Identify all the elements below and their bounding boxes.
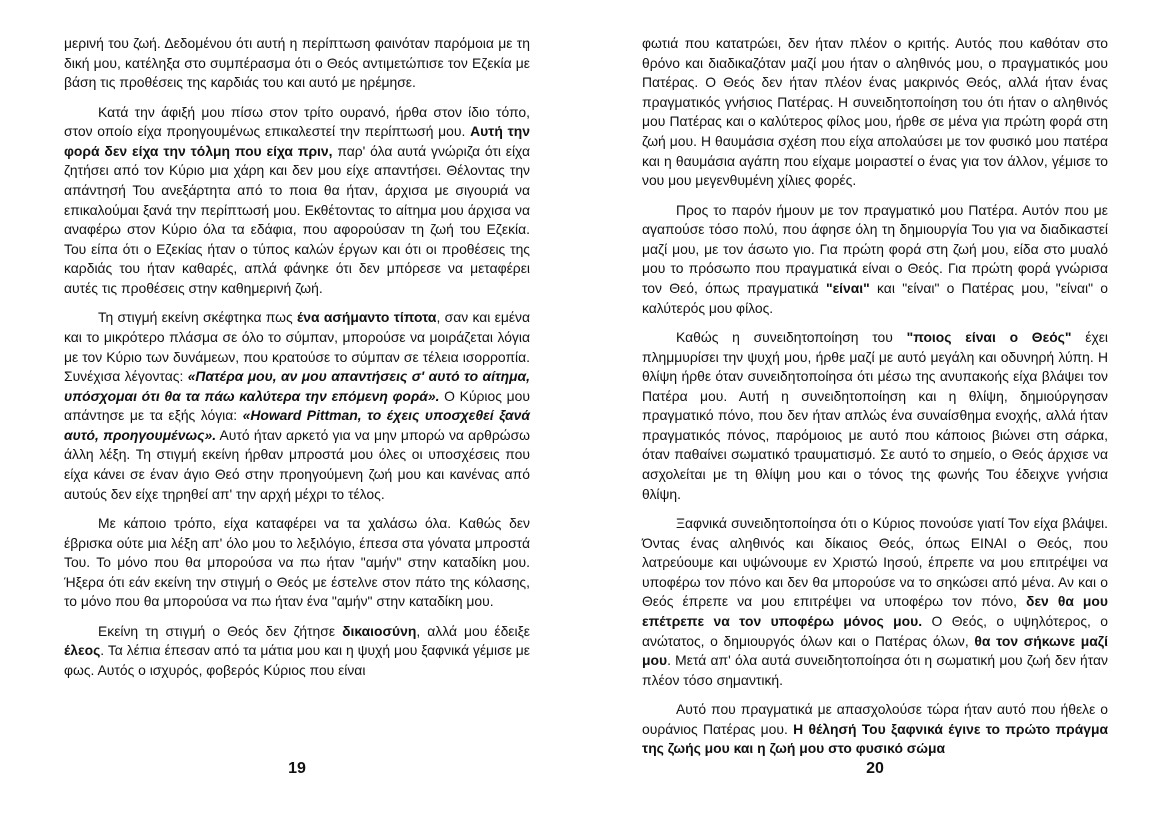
text-run: φωτιά που κατατρώει, δεν ήταν πλέον ο κριτής. Αυτός που καθόταν στο θρόνο και διαδικαζόταν μαζί μου ήταν ο αληθινός μου, ο πραγματικός μου Πατέρας. Ο Θεός δεν ήταν πλέον ένας μακρινός Θεός, αλλά ήταν ένας πραγματικός γνήσιος Πατέρας. Η συνειδητοποίηση του ότι ήταν ο αληθινός μου Πατέρας και ο καλύτερος φίλος μου, ήρθε σε μένα για πρώτη φορά στη ζωή μου. Η θαυμάσια σχέση που είχα απολαύσει με τον φυσικό μου πατέρα και η θαυμάσια αγάπη που είχαμε μοιραστεί ο ένας για τον άλλον, γέμισε το νου μου μεγενθυμένη χίλιες φορές.: [642, 35, 1108, 189]
paragraph: [64, 308, 530, 504]
text-run: . Μετά απ' όλα αυτά συνειδητοποίησα ότι η σωματική μου ζωή δεν ήταν πλέον τόσο σημαντική.: [642, 652, 1108, 688]
text-run: παρ' όλα αυτά γνώριζα ότι είχα ζητήσει από τον Κύριο μια χάρη και δεν μου είχε απαντήσει. Θέλοντας την απάντησή Του ανεξάρτητα από το ποια θα ήταν, άρχισα με σιγουριά να επικαλούμαι ξανά την περίπτωσή μου. Εκθέτοντας το αίτημα μου άρχισα να αναφέρω στον Κύριο όλα τα εδάφια, που αφορούσαν τη ζωή του Εζεκία. Του είπα ότι ο Εζεκίας ήταν ο τύπος καλών έργων και ότι οι προθέσεις της καρδιάς του ήταν καθαρές, απλά φάνηκε ότι δεν μπόρεσε να μεταφέρει αυτές τις προθέσεις στην καθημερινή ζωή.: [64, 142, 531, 296]
bold-text: "είναι": [826, 279, 870, 296]
bold-text: έλεος: [64, 642, 101, 659]
text-run: έχει πλημμυρίσει την ψυχή μου, ήρθε μαζί με αυτό μεγάλη και οδυνηρή λύπη. Η θλίψη ήρθε όταν συνειδητοποίησα ότι μέσω της ανυπακοής είχα βλάψει τον Πατέρα μου. Αυτή η συνειδητοποίηση και η θλίψη, δημιούργησαν πραγματικό πόνο, που δεν ήταν απλώς ένα συναίσθημα ενοχής, αλλά ήταν πραγματικός πόνος, παρόμοιος με αυτό που κάποιος βιώνει στη σάρκα, όταν παθαίνει σωματικό τραυματισμό. Σε αυτό το σημείο, ο Θεός άρχισε να ασχολείται με τη θλίψη μου και ο τόνος της φωνής Του έδειχνε γνήσια θλίψη.: [642, 328, 1109, 502]
bold-text: Η θέλησή Του ξαφνικά έγινε το πρώτο πράγμα της ζωής μου και η ζωή μου στο φυσικό σώμα: [642, 720, 1108, 757]
bold-italic-quote: «Howard Pittman, το έχεις υποσχεθεί ξανά αυτό, προηγουμένως».: [64, 407, 530, 443]
text-run: Αυτό που πραγματικά με απασχολούσε τώρα ήταν αυτό που ήθελε ο ουράνιος Πατέρας μου.: [642, 701, 1108, 737]
text-run: Εκείνη τη στιγμή ο Θεός δεν ζήτησε: [98, 622, 343, 639]
paragraph: [64, 514, 530, 612]
text-run: , αλλά μου έδειξε: [416, 622, 530, 639]
text-run: Ξαφνικά συνειδητοποίησα ότι ο Κύριος πονούσε γιατί Τον είχα βλάψει. Όντας ένας αληθινός και δίκαιος Θεός, όπως ΕΙΝΑΙ ο Θεός, που λατρεύουμε και υψώνουμε εν Χριστώ Ιησού, έπρεπε να μου επιτρέψει να υποφέρω τον πόνο και δεν θα μπορούσε να το σηκώσει από μένα. Αν και ο Θεός έπρεπε να μου επιτρέψει να υποφέρω τον πόνο,: [642, 515, 1108, 610]
text-run: Τη στιγμή εκείνη σκέφτηκα πως: [98, 309, 298, 326]
bold-text: ένα ασήμαντο τίποτα: [297, 309, 437, 326]
paragraph: [642, 514, 1108, 690]
text-run: Αυτό ήταν αρκετό για να μην μπορώ να αρθρώσω άλλη λέξη. Τη στιγμή εκείνη ήρθαν μπροστά μου όλες οι υποσχέσεις που είχα κάνει σε έναν άγιο Θεό στην προηγούμενη ζωή μου και κανένας από αυτούς δεν είχε τηρηθεί απ' την αρχή μέχρι το τέλος.: [64, 426, 530, 502]
text-run: και "είναι" ο Πατέρας μου, "είναι" ο καλύτερός μου φίλος.: [642, 279, 1108, 316]
bold-text: δεν θα μου επέτρεπε να τον υποφέρω μόνος μου.: [642, 593, 1109, 630]
text-run: Με κάποιο τρόπο, είχα καταφέρει να τα χαλάσω όλα. Καθώς δεν έβρισκα ούτε μια λέξη απ' όλο μου το λεξιλόγιο, έπεσα στα γόνατα μπροστά Του. Το μόνο που θα μπορούσα να πω ήταν "αμήν" στην καταδίκη μου. Ήξερα ότι εάν εκείνη την στιγμή ο Θεός με έστελνε στον πάτο της κόλασης, το μόνο που θα μπορούσα να πω ήταν ένα "αμήν" στην καταδίκη μου.: [64, 515, 530, 610]
right-page: [642, 34, 1108, 769]
page-number: 20: [866, 760, 884, 777]
paragraph: [642, 201, 1108, 319]
text-run: μερινή του ζωή. Δεδομένου ότι αυτή η περίπτωση φαινόταν παρόμοια με τη δική μου, κατέληξα στο συμπέρασμα ότι ο Θεός αντιμετώπισε τον Εζεκία με βάση τις προθέσεις της καρδιάς του και αυτό με ηρέμησε.: [64, 35, 530, 91]
paragraph: [642, 34, 1108, 191]
text-run: Προς το παρόν ήμουν με τον πραγματικό μου Πατέρα. Αυτόν που με αγαπούσε τόσο πολύ, που άφησε όλη τη δημιουργία Του για να διαδικαστεί μαζί μου, με τον άσωτο γιο. Για πρώτη φορά στη ζωή μου, είδα στο μυαλό μου το πρόσωπο που πραγματικά είναι ο Θεός. Για πρώτη φορά γνώρισα τον Θεό, όπως πραγματικά: [642, 201, 1108, 296]
paragraph: [64, 622, 530, 681]
paragraph: [642, 328, 1108, 504]
text-run: Ο Θεός, ο υψηλότερος, ο ανώτατος, ο δημιουργός όλων και ο Πατέρας όλων,: [642, 613, 1108, 649]
bold-text: "ποιος είναι ο Θεός": [906, 328, 1072, 345]
page-number: 19: [288, 760, 306, 777]
text-run: Ο Κύριος μου απάντησε με τα εξής λόγια:: [64, 387, 530, 424]
paragraph: [642, 700, 1108, 759]
text-run: Καθώς η συνειδητοποίηση του: [676, 328, 907, 345]
paragraph: [64, 34, 530, 93]
left-page: [64, 34, 530, 690]
text-run: , σαν και εμένα και το μικρότερο πλάσμα σε όλο το σύμπαν, μπορούσε να μοιράζεται λόγια με τον Κύριο των δυνάμεων, που κρατούσε το σύμπαν σε τέλεια ισορροπία. Συνέχισα λέγοντας:: [64, 309, 530, 385]
bold-text: Αυτή την φορά δεν είχα την τόλμη που είχα πριν,: [64, 123, 530, 159]
bold-text: δικαιοσύνη: [342, 622, 417, 639]
text-run: Κατά την άφιξή μου πίσω στον τρίτο ουρανό, ήρθα στον ίδιο τόπο, στον οποίο είχα προηγουμένως επικαλεστεί την περίπτωσή μου.: [64, 103, 530, 140]
text-run: . Τα λέπια έπεσαν από τα μάτια μου και η ψυχή μου ξαφνικά γέμισε με φως. Αυτός ο ισχυρός, φοβερός Κύριος που είναι: [64, 642, 530, 678]
bold-italic-quote: «Πατέρα μου, αν μου απαντήσεις σ' αυτό το αίτημα, υπόσχομαι ότι θα τα πάω καλύτερα την επόμενη φορά».: [64, 368, 530, 404]
paragraph: [64, 103, 530, 299]
bold-text: θα τον σήκωνε μαζί μου: [642, 632, 1108, 669]
